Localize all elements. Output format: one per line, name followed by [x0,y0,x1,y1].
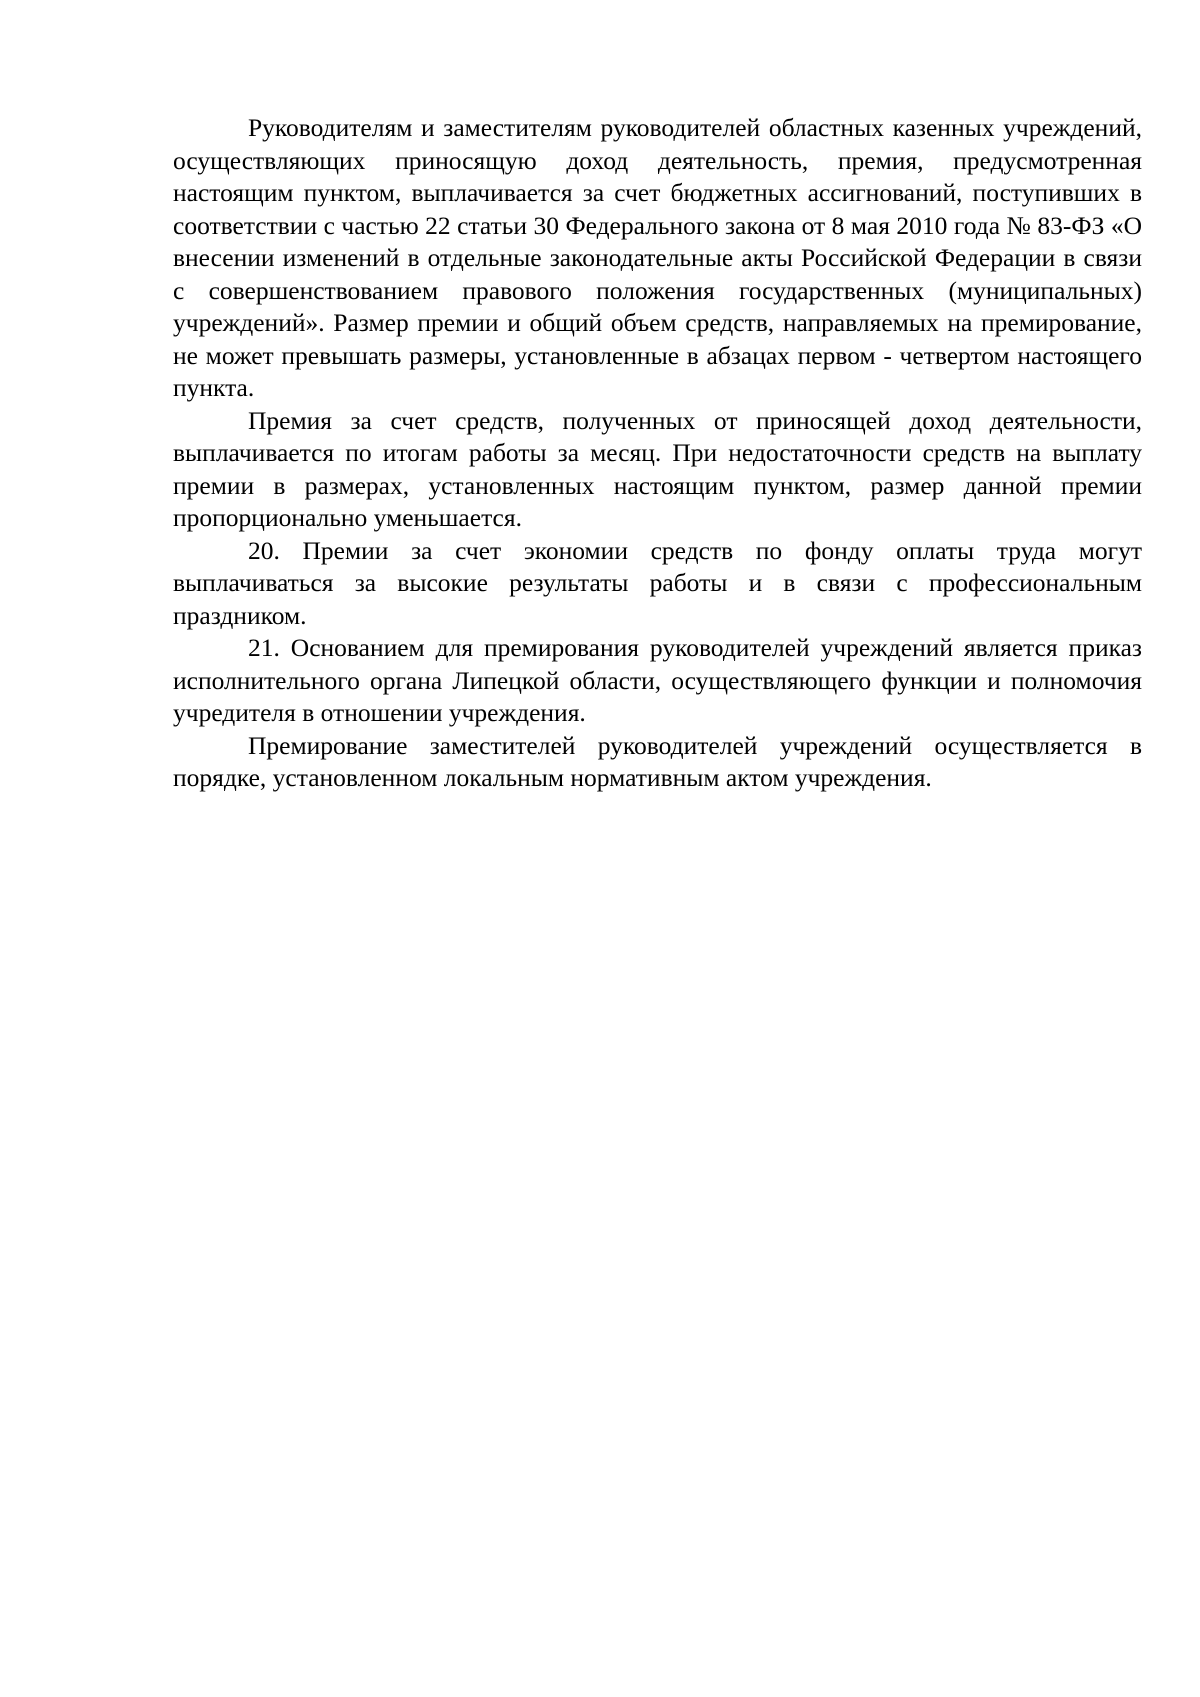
paragraph-3: 20. Премии за счет экономии средств по фонду оплаты труда могут выплачиваться за высокие результаты работы и в связи с профессиональным праздником. [173,535,1142,630]
paragraph-4: 21. Основанием для премирования руководителей учреждений является приказ исполнительного органа Липецкой области, осуществляющего функции и полномочия учредителя в отношении учреждения. [173,633,1142,727]
paragraph-1: Руководителям и заместителям руководителей областных казенных учреждений, осуществляющих приносящую доход деятельность, премия, предусмотренная настоящим пунктом, выплачивается за счет бюджетных ассигнований, поступивших в соответствии с частью 22 статьи 30 Федерального закона от 8 мая 2010 года № 83-ФЗ «О внесении изменений в отдельные законодательные акты Российской Федерации в связи с совершенствованием правового положения государственных (муниципальных) учреждений». Размер премии и общий объем средств, направляемых на премирование, не может превышать размеры, установленные в абзацах первом - четвертом настоящего пункта. [173,113,1142,402]
paragraph-2: Премия за счет средств, полученных от приносящей доход деятельности, выплачивается по итогам работы за месяц. При недостаточности средств на выплату премии в размерах, установленных настоящим пунктом, размер данной премии пропорционально уменьшается. [173,405,1142,532]
document-body [173,112,1142,795]
paragraph-5: Премирование заместителей руководителей учреждений осуществляется в порядке, установленном локальным нормативным актом учреждения. [173,730,1142,792]
